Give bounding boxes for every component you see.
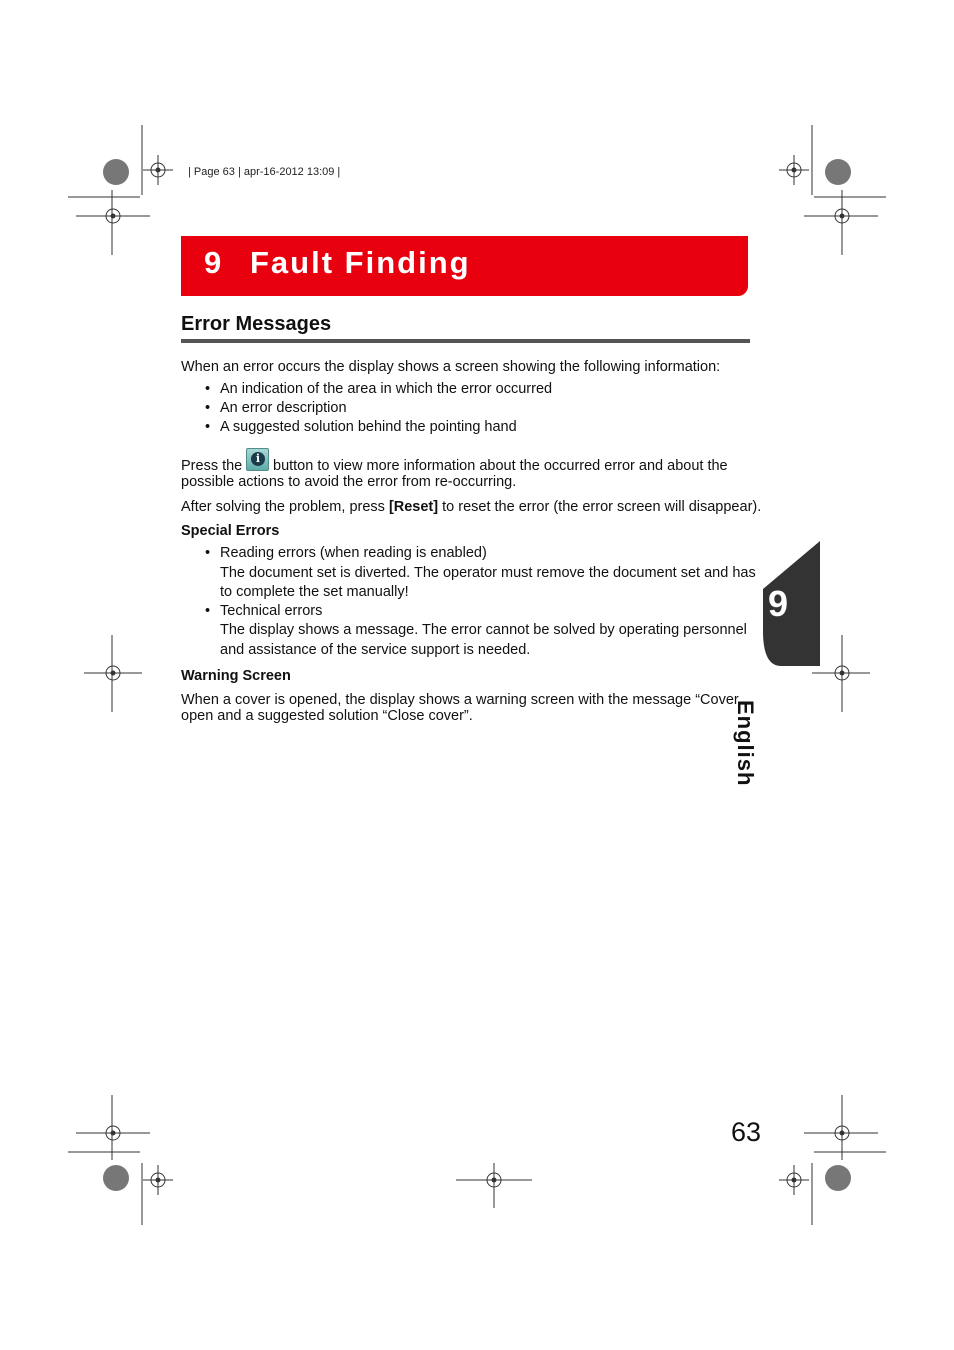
list-item-detail: The document set is diverted. The operator must remove the document set and has [220,565,756,581]
press-line2: possible actions to avoid the error from re-occurring. [181,474,517,490]
list-item-detail: to complete the set manually! [220,584,409,600]
bullet-marker: • [205,545,211,561]
press-suffix: button to view more information about the occurred error and about the [273,458,728,474]
list-item-detail: and assistance of the service support is needed. [220,642,531,658]
side-tab-number: 9 [768,583,789,624]
chapter-number: 9 [204,245,223,280]
info-icon: i [251,452,265,466]
special-errors-heading: Special Errors [181,523,280,539]
bullet-marker: • [205,381,211,397]
list-item-detail: The display shows a message. The error cannot be solved by operating personnel [220,622,747,638]
list-item: A suggested solution behind the pointing hand [220,419,517,435]
intro-paragraph: When an error occurs the display shows a screen showing the following information: [181,359,721,375]
chapter-title: Fault Finding [250,245,471,280]
section-title: Error Messages [181,313,332,335]
bullet-marker: • [205,419,211,435]
list-item: An error description [220,400,347,416]
warning-line1: When a cover is opened, the display shows a warning screen with the message “Cover [181,692,739,708]
reset-suffix: to reset the error (the error screen will disappear). [438,499,762,515]
reset-paragraph [181,499,761,515]
bullet-marker: • [205,603,211,619]
list-item: Technical errors [220,603,323,619]
print-slug: | Page 63 | apr-16-2012 13:09 | [188,166,341,178]
info-button-icon [246,448,269,471]
bullet-marker: • [205,400,211,416]
list-item: An indication of the area in which the error occurred [220,381,553,397]
section-rule [181,339,750,343]
press-prefix: Press the [181,458,243,474]
warning-line2: open and a suggested solution “Close cover”. [181,708,473,724]
reset-prefix: After solving the problem, press [181,499,389,515]
warning-screen-heading: Warning Screen [181,668,291,684]
reset-key: [Reset] [388,499,439,515]
side-tab-language: English [733,700,758,787]
list-item: Reading errors (when reading is enabled) [220,545,487,561]
page-number: 63 [731,1117,762,1147]
